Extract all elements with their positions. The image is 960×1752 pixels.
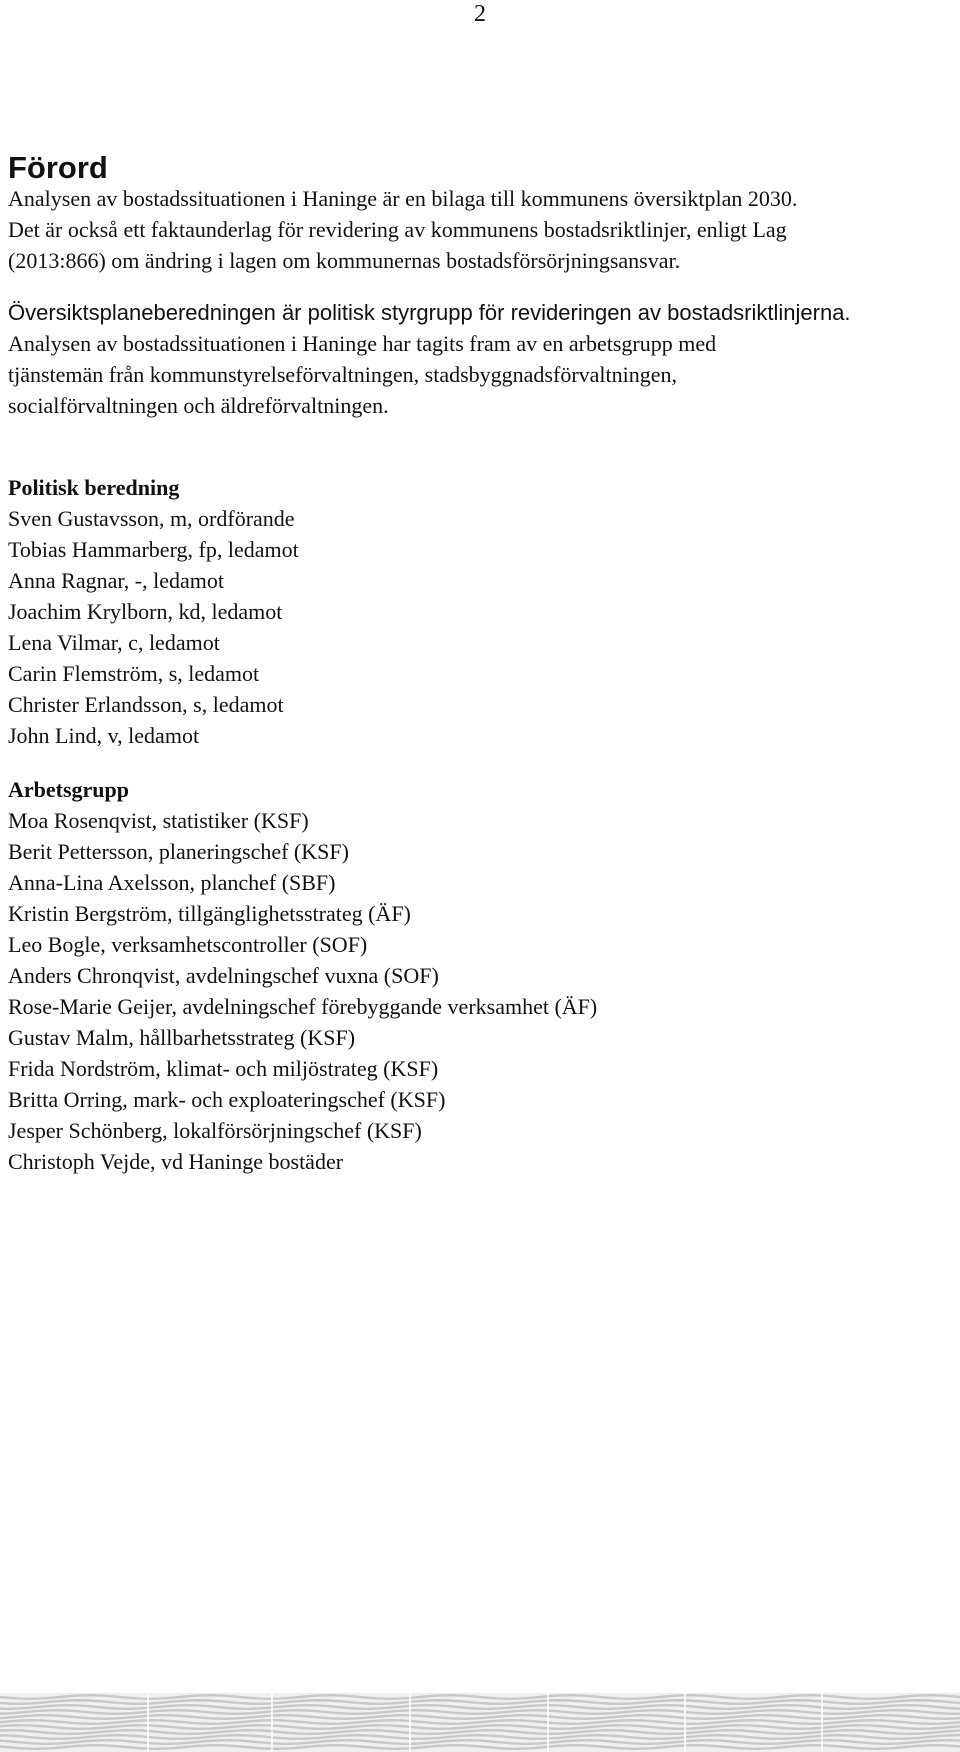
member-item: Anna Ragnar, -, ledamot (8, 568, 224, 593)
intro-line-2: Det är också ett faktaunderlag för revidering av kommunens bostadsriktlinjer, enligt Lag (8, 217, 787, 242)
member-item: Anders Chronqvist, avdelningschef vuxna (SOF) (8, 963, 439, 988)
wave-pattern-footer (0, 1693, 960, 1752)
arbetsgrupp-section (8, 774, 952, 1177)
member-item: Tobias Hammarberg, fp, ledamot (8, 537, 299, 562)
member-item: Jesper Schönberg, lokalförsörjningschef (KSF) (8, 1118, 422, 1143)
member-item: Berit Pettersson, planeringschef (KSF) (8, 839, 349, 864)
member-item: Joachim Krylborn, kd, ledamot (8, 599, 283, 624)
member-item: Christoph Vejde, vd Haninge bostäder (8, 1149, 344, 1174)
arbetsgrupp-title: Arbetsgrupp (8, 777, 130, 802)
member-item: Moa Rosenqvist, statistiker (KSF) (8, 808, 309, 833)
member-item: Sven Gustavsson, m, ordförande (8, 506, 295, 531)
steering-line-4: socialförvaltningen och äldreförvaltningen. (8, 393, 389, 418)
steering-line-2: Analysen av bostadssituationen i Haninge har tagits fram av en arbetsgrupp med (8, 331, 717, 356)
member-item: Kristin Bergström, tillgänglighetsstrateg (ÄF) (8, 901, 411, 926)
steering-paragraph (8, 297, 952, 421)
politisk-beredning-section (8, 472, 952, 751)
intro-line-1: Analysen av bostadssituationen i Haninge är en bilaga till kommunens översiktplan 2030. (8, 186, 798, 211)
member-item: John Lind, v, ledamot (8, 723, 200, 748)
steering-line-1: Översiktsplaneberedningen är politisk styrgrupp för revideringen av bostadsriktlinjerna. (8, 300, 851, 325)
member-item: Frida Nordström, klimat- och miljöstrateg (KSF) (8, 1056, 439, 1081)
page-number: 2 (474, 1, 486, 27)
member-item: Carin Flemström, s, ledamot (8, 661, 260, 686)
member-item: Christer Erlandsson, s, ledamot (8, 692, 284, 717)
steering-line-3: tjänstemän från kommunstyrelseförvaltningen, stadsbyggnadsförvaltningen, (8, 362, 678, 387)
member-item: Anna-Lina Axelsson, planchef (SBF) (8, 870, 336, 895)
member-item: Rose-Marie Geijer, avdelningschef förebyggande verksamhet (ÄF) (8, 994, 598, 1019)
intro-line-3: (2013:866) om ändring i lagen om kommunernas bostadsförsörjningsansvar. (8, 248, 681, 273)
member-item: Leo Bogle, verksamhetscontroller (SOF) (8, 932, 368, 957)
member-item: Britta Orring, mark- och exploateringschef (KSF) (8, 1087, 446, 1112)
intro-paragraph (8, 183, 952, 276)
member-item: Gustav Malm, hållbarhetsstrateg (KSF) (8, 1025, 356, 1050)
member-item: Lena Vilmar, c, ledamot (8, 630, 220, 655)
document-body (8, 150, 952, 1177)
politisk-beredning-title: Politisk beredning (8, 475, 180, 500)
page-heading: Förord (8, 150, 108, 185)
